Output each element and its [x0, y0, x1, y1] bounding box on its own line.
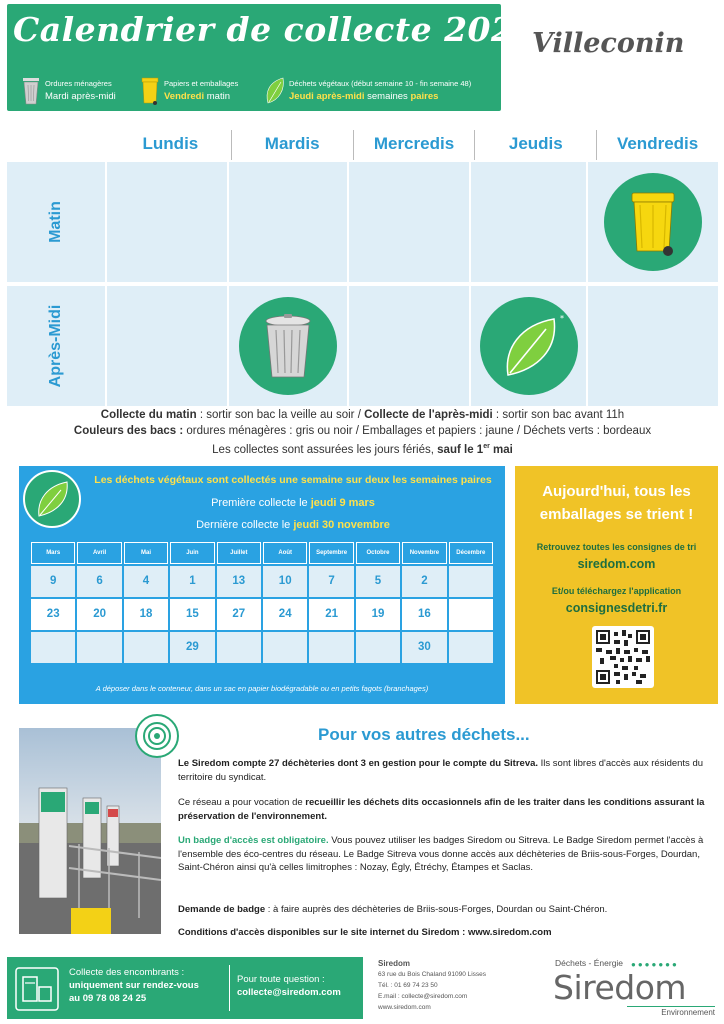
month-header: Août [263, 542, 307, 564]
month-header: Juin [170, 542, 214, 564]
leaf-icon [265, 76, 285, 106]
collection-date-cell [77, 632, 121, 663]
header-banner: Calendrier de collecte 2023 Ordures ménagères Mardi après-midi Papiers et emballages Vendredi matin Déchets végétaux (début semaine 10 - fin semaine 48) Jeudi après-midi semaines paires [7, 4, 501, 111]
collection-date-cell: 29 [170, 632, 214, 663]
grey-bin-icon [239, 297, 337, 395]
yellow-bin-badge [604, 173, 702, 271]
thursday-afternoon-cell [471, 286, 588, 406]
month-header: Septembre [309, 542, 353, 564]
day-thursday: Jeudis [475, 130, 597, 160]
row-afternoon [7, 286, 718, 406]
day-friday: Vendredis [616, 134, 699, 153]
grey-bin-icon [21, 76, 41, 106]
other-waste-paragraph-3: Un badge d'accès est obligatoire. Vous pouvez utiliser les badges Siredom ou Sitreva. Le Badge Siredom permet l'accès à l'ensemble des éco-centres du réseau. Le Badge Sitreva vous donne accès aux déchèteries de Briis-sous-Forges, Dourdan, Saint-Chéron ainsi qu'à celles limitrophes : Nozay, Égly, Étréchy, Étampes et Saclas. [178, 835, 704, 873]
collection-date-cell: 5 [356, 566, 400, 597]
yellow-bin-icon [604, 173, 702, 271]
month-header: Octobre [356, 542, 400, 564]
spiral-icon [137, 716, 177, 756]
collection-date-cell: 16 [402, 599, 446, 630]
collection-date-cell [31, 632, 75, 663]
bulky-items-icon [15, 967, 59, 1011]
footer-contact: Collecte des encombrants : uniquement sur rendez-vous au 09 78 08 24 25 Pour toute question : collecte@siredom.com [7, 957, 363, 1019]
collection-date-cell: 10 [263, 566, 307, 597]
siredom-address: Siredom 63 rue du Bois Chaland 91090 Lisses Tél. : 01 69 74 23 50 E.mail : collecte@siredom.com www.siredom.com [378, 959, 487, 1011]
recycling-info: Aujourd'hui, tous les emballages se trient ! Retrouvez toutes les consignes de tri siredom.com Et/ou téléchargez l'application consignesdetri.fr [515, 466, 718, 704]
month-header: Décembre [449, 542, 493, 564]
collection-date-cell: 2 [402, 566, 446, 597]
row-label-afternoon: Après-Midi [47, 304, 64, 388]
collection-date-cell: 6 [77, 566, 121, 597]
recycling-center-image [19, 728, 161, 934]
collection-date-cell: 7 [309, 566, 353, 597]
collection-date-cell: 4 [124, 566, 168, 597]
tuesday-afternoon-cell [229, 286, 349, 406]
collection-date-cell [449, 632, 493, 663]
leaf-badge [480, 297, 578, 395]
other-waste-paragraph-4: Demande de badge : à faire auprès des déchèteries de Briis-sous-Forges, Dourdan ou Saint-Chéron. [178, 904, 608, 915]
collection-date-cell: 27 [217, 599, 261, 630]
collection-date-cell: 9 [31, 566, 75, 597]
friday-morning-cell [588, 162, 718, 282]
collection-date-cell: 1 [170, 566, 214, 597]
bulky-phone-number[interactable]: au 09 78 08 24 25 [69, 993, 147, 1004]
row-morning [7, 162, 718, 282]
month-header: Mai [124, 542, 168, 564]
leaf-badge [23, 470, 81, 528]
collection-date-cell: 30 [402, 632, 446, 663]
yellow-bin-icon [140, 76, 160, 106]
siredom-link[interactable]: siredom.com [577, 557, 656, 571]
day-tuesday: Mardis [232, 130, 354, 160]
other-waste-paragraph-2: Ce réseau a pour vocation de recueillir les déchets dits occasionnels afin de les traiter dans les conditions assurant la préservation de l'environnement. [178, 797, 705, 822]
leaf-icon [25, 472, 79, 526]
collection-date-cell [309, 632, 353, 663]
other-waste-paragraph-5: Conditions d'accès disponibles sur le site internet du Siredom : www.siredom.com [178, 927, 552, 938]
month-header: Mars [31, 542, 75, 564]
other-waste-paragraph-1: Le Siredom compte 27 déchèteries dont 3 en gestion pour le compte du Sitreva. Ils sont libres d'accès aux résidents du territoire du syndicat. [178, 758, 704, 783]
leaf-icon [480, 297, 578, 395]
collection-notes: Collecte du matin : sortir son bac la veille au soir / Collecte de l'après-midi : sortir son bac avant 11h Couleurs des bacs : ordures ménagères : gris ou noir / Emballages et papiers : jaune / Déchets verts : bordeaux Les collectes sont assurées les jours fériés, sauf le 1er mai [73, 409, 652, 456]
other-waste-title: Pour vos autres déchets... [318, 725, 530, 744]
collection-date-cell [263, 632, 307, 663]
waste-center-photo [19, 728, 161, 934]
consignesdetri-link[interactable]: consignesdetri.fr [565, 601, 668, 615]
collection-date-cell: 20 [77, 599, 121, 630]
town-name: Villeconin [532, 28, 685, 59]
contact-email[interactable]: collecte@siredom.com [237, 987, 341, 998]
siredom-logo: Déchets - Énergie ●●●●●●● Siredom Environnement [553, 958, 715, 1017]
month-header: Novembre [402, 542, 446, 564]
grey-bin-badge [239, 297, 337, 395]
recycling-logo-badge [135, 714, 179, 758]
collection-date-cell: 13 [217, 566, 261, 597]
collection-date-cell: 19 [356, 599, 400, 630]
qr-code[interactable] [592, 626, 654, 688]
collection-date-cell: 24 [263, 599, 307, 630]
collection-date-cell: 15 [170, 599, 214, 630]
row-label-morning: Matin [47, 201, 64, 243]
qr-code-icon [596, 630, 650, 684]
collection-date-cell: 18 [124, 599, 168, 630]
svg-text:*: * [559, 314, 564, 323]
collection-date-cell [356, 632, 400, 663]
collection-date-cell: 21 [309, 599, 353, 630]
month-header: Juillet [217, 542, 261, 564]
day-monday: Lundis [110, 130, 232, 160]
green-waste-calendar: Les déchets végétaux sont collectés une semaine sur deux les semaines paires Première collecte le jeudi 9 mars Dernière collecte le jeudi 30 novembre Mars Avril Mai Juin Juillet Août Septembre Octobre Novembre Décembre 9 6 4 1 13 10 7 5 2 23 20 18 15 27 24 21 19 16 29 30 A déposer dans le conteneur, dans un sac en papier biodégradable ou en petits fagots (branchages) [19, 466, 505, 704]
weekday-header [110, 130, 718, 160]
collection-date-cell: 23 [31, 599, 75, 630]
green-waste-dates-table [31, 542, 493, 663]
page-title: Calendrier de collecte 2023 [13, 10, 538, 49]
collection-date-cell [449, 599, 493, 630]
day-wednesday: Mercredis [354, 130, 476, 160]
collection-date-cell [124, 632, 168, 663]
collection-grid [7, 162, 718, 406]
collection-date-cell [217, 632, 261, 663]
collection-date-cell [449, 566, 493, 597]
month-header: Avril [77, 542, 121, 564]
